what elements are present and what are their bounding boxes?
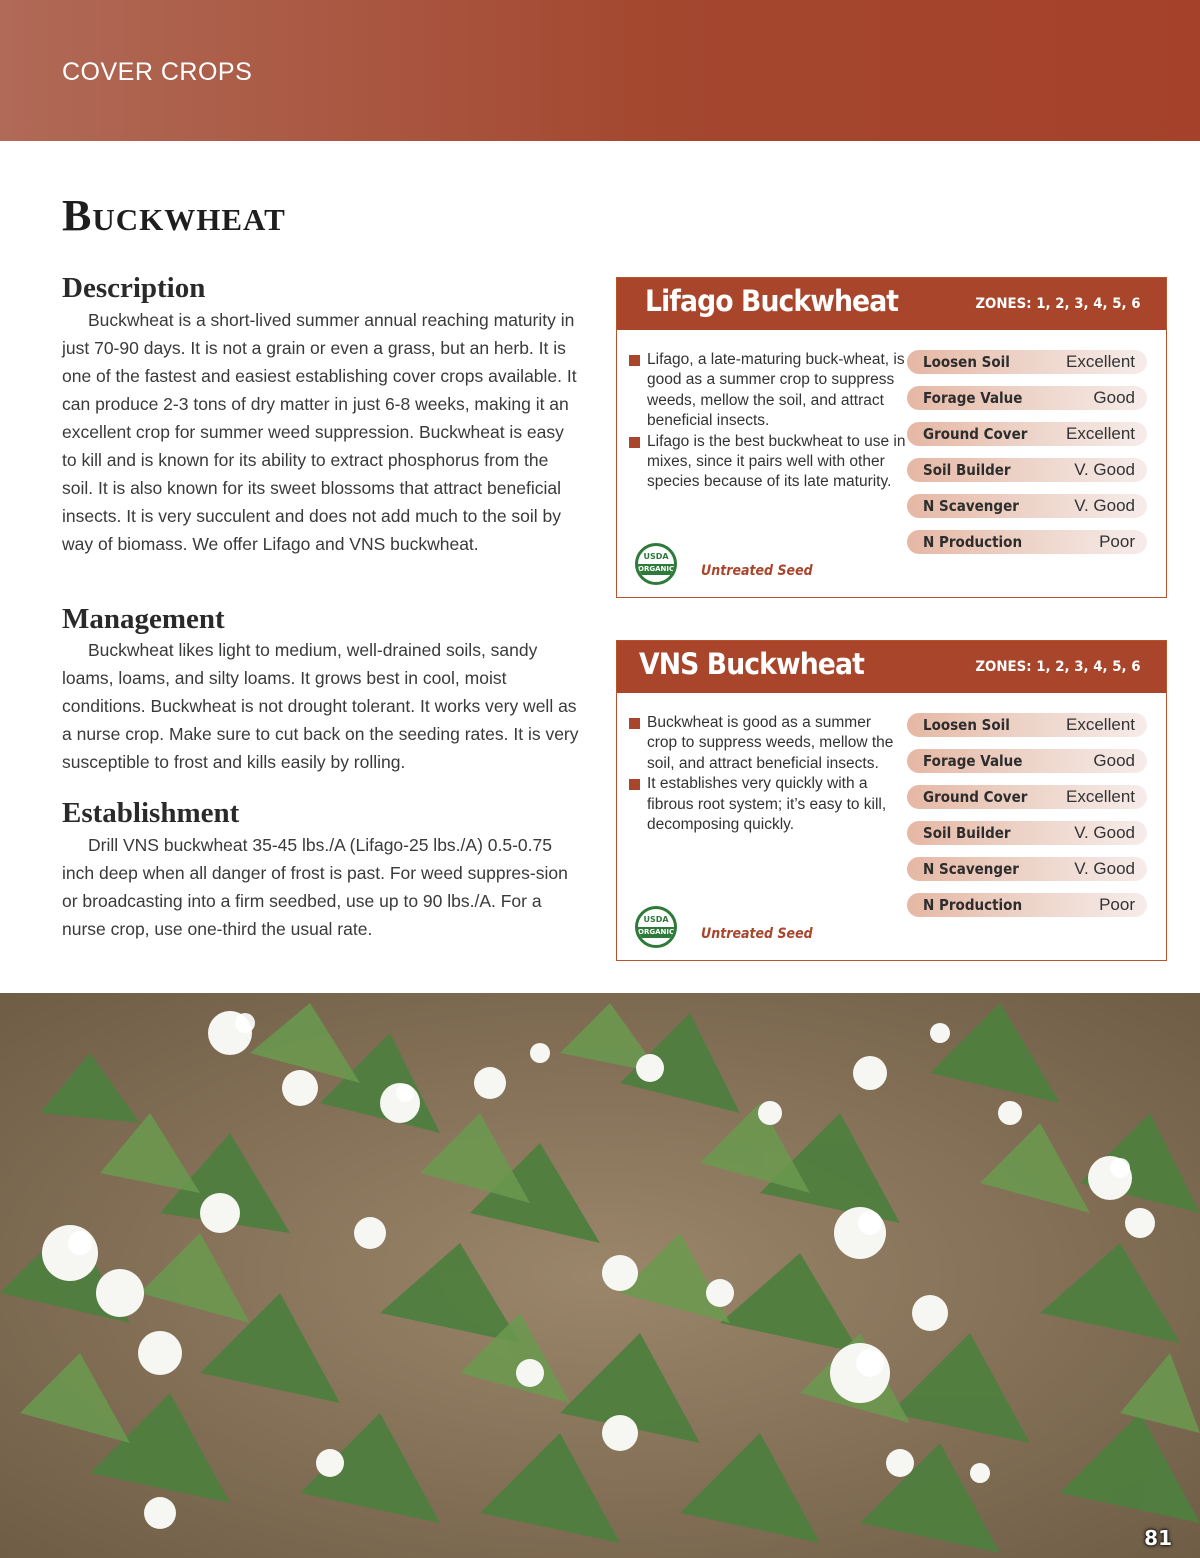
bullet-text: Buckwheat is good as a summer crop to suppress weeds, mellow the soil, and attract beneficial insects. <box>647 714 894 772</box>
rating-row <box>907 821 1147 845</box>
rating-value: Poor <box>1099 532 1135 551</box>
buckwheat-field-photo <box>0 993 1200 1558</box>
ratings-list <box>907 350 1147 566</box>
rating-label: N Production <box>923 533 1023 551</box>
rating-label: Soil Builder <box>923 824 1011 842</box>
header-band <box>0 0 1200 141</box>
badge-top-text: USDA <box>643 552 669 561</box>
rating-label: Forage Value <box>923 752 1023 770</box>
page-title: Buckwheat <box>62 191 286 240</box>
square-bullet-icon <box>629 718 640 729</box>
rating-label: Forage Value <box>923 389 1023 407</box>
card-bullets <box>629 350 914 493</box>
list-item <box>629 713 899 774</box>
rating-value: V. Good <box>1074 859 1135 878</box>
bullet-text: Lifago is the best buckwheat to use in mixes, since it pairs well with other species because of its late maturity. <box>647 432 906 491</box>
rating-row <box>907 386 1147 410</box>
rating-value: V. Good <box>1074 496 1135 515</box>
card-header <box>617 641 1166 693</box>
rating-value: Excellent <box>1066 715 1135 734</box>
rating-value: Good <box>1093 751 1135 770</box>
rating-row <box>907 494 1147 518</box>
list-item <box>629 350 914 432</box>
rating-value: V. Good <box>1074 460 1135 479</box>
rating-label: N Scavenger <box>923 860 1019 878</box>
establishment-heading: Establishment <box>62 797 240 829</box>
rating-row <box>907 422 1147 446</box>
rating-row <box>907 857 1147 881</box>
rating-row <box>907 893 1147 917</box>
section-label: COVER CROPS <box>62 58 253 86</box>
card-zones: ZONES: 1, 2, 3, 4, 5, 6 <box>974 296 1140 312</box>
rating-row <box>907 785 1147 809</box>
rating-row <box>907 530 1147 554</box>
description-text: Buckwheat is a short-lived summer annual reaching maturity in just 70-90 days. It is not a grain or even a grass, but an herb. It is one of the fastest and easiest establishing cover crops available. It can produce 2-3 tons of dry matter in just 6-8 weeks, making it an excellent crop for summer weed suppression. Buckwheat is easy to kill and is known for its ability to extract phosphorus from the soil. It is also known for its sweet blossoms that attract beneficial insects. It is very succulent and does not add much to the soil by way of biomass. We offer Lifago and VNS buckwheat. <box>62 310 577 554</box>
rating-label: Ground Cover <box>923 425 1028 443</box>
description-heading: Description <box>62 272 206 304</box>
bullet-text: It establishes very quickly with a fibrous root system; it’s easy to kill, decomposing quickly. <box>647 775 887 834</box>
rating-label: Soil Builder <box>923 461 1011 479</box>
badge-bottom-text: ORGANIC <box>638 565 675 573</box>
card-title: VNS Buckwheat <box>639 647 864 681</box>
buckwheat-plants-illustration <box>0 993 1200 1558</box>
square-bullet-icon <box>629 355 640 366</box>
rating-label: Ground Cover <box>923 788 1028 806</box>
rating-label: Loosen Soil <box>923 716 1010 734</box>
rating-label: Loosen Soil <box>923 353 1010 371</box>
management-heading: Management <box>62 603 225 635</box>
rating-row <box>907 713 1147 737</box>
product-card-vns <box>616 640 1167 961</box>
rating-value: Excellent <box>1066 787 1135 806</box>
list-item <box>629 774 899 835</box>
card-bullets <box>629 713 899 835</box>
bullet-text: Lifago, a late-maturing buck-wheat, is good as a summer crop to suppress weeds, mellow the soil, and attract beneficial insects. <box>647 351 905 430</box>
badge-bottom-text: ORGANIC <box>638 928 675 936</box>
square-bullet-icon <box>629 779 640 790</box>
untreated-seed-note: Untreated Seed <box>701 563 813 579</box>
rating-value: Poor <box>1099 895 1135 914</box>
rating-row <box>907 458 1147 482</box>
usda-organic-badge-icon <box>635 543 677 585</box>
usda-organic-badge-icon <box>635 906 677 948</box>
establishment-text: Drill VNS buckwheat 35-45 lbs./A (Lifago-25 lbs./A) 0.5-0.75 inch deep when all danger of frost is past. For weed suppres-sion or broadcasting into a firm seedbed, use up to 90 lbs./A. For a nurse crop, use one-third the usual rate. <box>62 835 568 939</box>
rating-row <box>907 749 1147 773</box>
product-card-lifago <box>616 277 1167 598</box>
rating-label: N Scavenger <box>923 497 1019 515</box>
rating-value: V. Good <box>1074 823 1135 842</box>
rating-label: N Production <box>923 896 1023 914</box>
ratings-list <box>907 713 1147 929</box>
rating-value: Excellent <box>1066 352 1135 371</box>
rating-value: Excellent <box>1066 424 1135 443</box>
square-bullet-icon <box>629 437 640 448</box>
rating-row <box>907 350 1147 374</box>
management-text: Buckwheat likes light to medium, well-drained soils, sandy loams, loams, and silty loams. It grows best in cool, moist conditions. Buckwheat is not drought tolerant. It works very well as a nurse crop. Make sure to cut back on the seeding rates. It is very susceptible to frost and kills easily by rolling. <box>62 640 579 772</box>
card-zones: ZONES: 1, 2, 3, 4, 5, 6 <box>974 659 1140 675</box>
rating-value: Good <box>1093 388 1135 407</box>
card-header <box>617 278 1166 330</box>
untreated-seed-note: Untreated Seed <box>701 926 813 942</box>
list-item <box>629 432 914 493</box>
card-title: Lifago Buckwheat <box>645 284 899 318</box>
page-number: 81 <box>1144 1526 1172 1550</box>
badge-top-text: USDA <box>643 915 669 924</box>
